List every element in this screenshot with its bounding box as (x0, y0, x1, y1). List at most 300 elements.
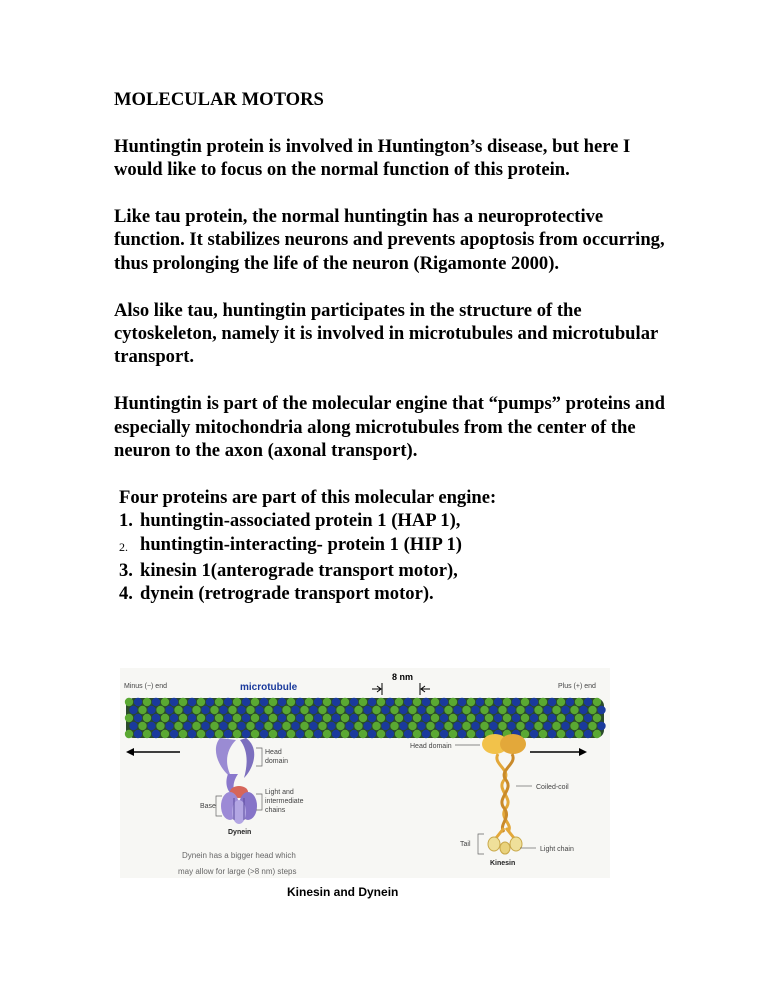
tubulin-bead (426, 722, 434, 730)
tubulin-bead (327, 722, 335, 730)
tubulin-bead (575, 714, 583, 722)
tubulin-bead (453, 706, 461, 714)
tubulin-bead (309, 722, 317, 730)
tubulin-bead (417, 722, 425, 730)
tubulin-bead (246, 722, 254, 730)
tubulin-bead (129, 706, 137, 714)
tubulin-bead (318, 706, 326, 714)
tubulin-bead (467, 714, 475, 722)
tubulin-bead (210, 722, 218, 730)
tubulin-bead (368, 698, 376, 706)
tubulin-bead (219, 722, 227, 730)
tubulin-bead (314, 698, 322, 706)
tubulin-bead (255, 722, 263, 730)
tubulin-bead (422, 698, 430, 706)
tubulin-bead (228, 706, 236, 714)
tubulin-bead (552, 706, 560, 714)
tubulin-bead (413, 730, 421, 738)
tubulin-bead (314, 714, 322, 722)
tubulin-bead (386, 714, 394, 722)
tubulin-bead (593, 730, 601, 738)
tubulin-bead (368, 714, 376, 722)
tubulin-bead (395, 698, 403, 706)
tubulin-bead (467, 698, 475, 706)
tubulin-bead (224, 714, 232, 722)
tubulin-bead (404, 698, 412, 706)
tubulin-bead (152, 730, 160, 738)
tubulin-bead (237, 706, 245, 714)
tubulin-bead (575, 698, 583, 706)
tubulin-bead (242, 730, 250, 738)
list-number: 1. (119, 510, 133, 532)
dynein-head-label-1: Head (265, 749, 282, 756)
tubulin-bead (296, 714, 304, 722)
tubulin-bead (201, 722, 209, 730)
tubulin-bead (489, 722, 497, 730)
tubulin-bead (305, 730, 313, 738)
tubulin-bead (242, 698, 250, 706)
tubulin-bead (566, 730, 574, 738)
tubulin-bead (507, 706, 515, 714)
tubulin-bead (363, 722, 371, 730)
tubulin-bead (534, 722, 542, 730)
tubulin-bead (480, 706, 488, 714)
tubulin-bead (188, 698, 196, 706)
tubulin-bead (183, 722, 191, 730)
tubulin-bead (561, 722, 569, 730)
tubulin-bead (449, 714, 457, 722)
tubulin-bead (570, 706, 578, 714)
tubulin-bead (489, 706, 497, 714)
tubulin-bead (390, 722, 398, 730)
tubulin-bead (476, 714, 484, 722)
paragraph-molecular-engine: Huntingtin is part of the molecular engine that “pumps” proteins and especially mitochondria along microtubules from the center of the neuron to the axon (axonal transport). (114, 393, 665, 462)
tubulin-bead (341, 730, 349, 738)
tubulin-bead (287, 730, 295, 738)
tubulin-bead (350, 714, 358, 722)
tubulin-bead (210, 706, 218, 714)
kinesin-coiled-label: Coiled-coil (536, 784, 569, 791)
tubulin-bead (557, 698, 565, 706)
tubulin-bead (584, 698, 592, 706)
tubulin-bead (345, 722, 353, 730)
tubulin-bead (557, 714, 565, 722)
spacing-label: 8 nm (392, 672, 414, 682)
tubulin-bead (377, 698, 385, 706)
tubulin-bead (534, 706, 542, 714)
list-number: 4. (119, 583, 133, 605)
paragraph-intro: Huntingtin protein is involved in Huntington’s disease, but here I would like to focus on the normal function of this protein. (114, 135, 631, 181)
tubulin-bead (368, 730, 376, 738)
tubulin-bead (575, 730, 583, 738)
tubulin-bead (516, 722, 524, 730)
tubulin-bead (440, 730, 448, 738)
kinesin-light-label: Light chain (540, 846, 574, 853)
tubulin-bead (444, 706, 452, 714)
tubulin-bead (395, 730, 403, 738)
tubulin-bead (471, 722, 479, 730)
tubulin-bead (170, 698, 178, 706)
tubulin-bead (287, 714, 295, 722)
tubulin-bead (431, 698, 439, 706)
tubulin-bead (269, 730, 277, 738)
tubulin-bead (224, 698, 232, 706)
tubulin-bead (503, 698, 511, 706)
tubulin-bead (471, 706, 479, 714)
tubulin-bead (462, 722, 470, 730)
minus-end-label: Minus (−) end (124, 683, 167, 690)
figure-note-line-1: Dynein has a bigger head which (182, 851, 296, 860)
tubulin-bead (147, 706, 155, 714)
kinesin-tail-label: Tail (460, 841, 471, 848)
tubulin-bead (584, 730, 592, 738)
tubulin-bead (152, 698, 160, 706)
tubulin-bead (233, 730, 241, 738)
tubulin-bead (255, 706, 263, 714)
tubulin-bead (413, 714, 421, 722)
page-title: MOLECULAR MOTORS (114, 89, 324, 110)
list-text: huntingtin-interacting- protein 1 (HIP 1) (140, 533, 462, 555)
tubulin-bead (498, 706, 506, 714)
tubulin-bead (543, 722, 551, 730)
tubulin-bead (345, 706, 353, 714)
tubulin-bead (143, 698, 151, 706)
tubulin-bead (134, 698, 142, 706)
tubulin-bead (332, 714, 340, 722)
tubulin-bead (291, 722, 299, 730)
tubulin-bead (435, 722, 443, 730)
tubulin-bead (377, 714, 385, 722)
tubulin-bead (341, 714, 349, 722)
tubulin-bead (336, 706, 344, 714)
tubulin-bead (278, 714, 286, 722)
tubulin-bead (296, 698, 304, 706)
list-text: kinesin 1(anterograde transport motor), (140, 560, 458, 582)
dynein-light-label-1: Light and (265, 789, 294, 796)
tubulin-bead (206, 714, 214, 722)
tubulin-bead (543, 706, 551, 714)
tubulin-bead (242, 714, 250, 722)
tubulin-bead (588, 706, 596, 714)
list-item (119, 559, 674, 582)
microtubule-label: microtubule (240, 682, 298, 693)
tubulin-bead (287, 698, 295, 706)
tubulin-bead (516, 706, 524, 714)
tubulin-bead (476, 730, 484, 738)
tubulin-bead (282, 722, 290, 730)
tubulin-bead (431, 730, 439, 738)
tubulin-bead (327, 706, 335, 714)
tubulin-bead (579, 706, 587, 714)
tubulin-bead (219, 706, 227, 714)
tubulin-bead (413, 698, 421, 706)
tubulin-bead (359, 714, 367, 722)
tubulin-bead (332, 698, 340, 706)
tubulin-bead (354, 722, 362, 730)
list-text: huntingtin-associated protein 1 (HAP 1), (140, 510, 461, 532)
tubulin-bead (170, 730, 178, 738)
tubulin-bead (372, 722, 380, 730)
list-number: 2. (119, 539, 128, 554)
tubulin-bead (264, 706, 272, 714)
tubulin-bead (354, 706, 362, 714)
tubulin-bead (228, 722, 236, 730)
tubulin-bead (174, 706, 182, 714)
tubulin-bead (431, 714, 439, 722)
tubulin-bead (179, 714, 187, 722)
tubulin-bead (386, 730, 394, 738)
tubulin-bead (260, 730, 268, 738)
tubulin-bead (143, 714, 151, 722)
tubulin-bead (192, 722, 200, 730)
tubulin-bead (566, 714, 574, 722)
tubulin-bead (597, 722, 605, 730)
list-text: dynein (retrograde transport motor). (140, 583, 434, 605)
tubulin-bead (552, 722, 560, 730)
tubulin-bead (377, 730, 385, 738)
kinesin-name-label: Kinesin (490, 860, 516, 867)
tubulin-bead (296, 730, 304, 738)
tubulin-bead (557, 730, 565, 738)
tubulin-bead (179, 698, 187, 706)
tubulin-bead (485, 714, 493, 722)
tubulin-bead (408, 722, 416, 730)
tubulin-bead (269, 714, 277, 722)
tubulin-bead (143, 730, 151, 738)
tubulin-bead (305, 698, 313, 706)
tubulin-bead (570, 722, 578, 730)
tubulin-bead (206, 698, 214, 706)
tubulin-bead (197, 730, 205, 738)
tubulin-bead (215, 730, 223, 738)
tubulin-bead (593, 714, 601, 722)
tubulin-bead (323, 714, 331, 722)
list-item (119, 533, 674, 559)
tubulin-bead (507, 722, 515, 730)
tubulin-bead (251, 698, 259, 706)
tubulin-bead (521, 714, 529, 722)
tubulin-bead (192, 706, 200, 714)
tubulin-bead (161, 730, 169, 738)
dynein-light-label-3: chains (265, 807, 286, 814)
tubulin-bead (422, 730, 430, 738)
tubulin-bead (246, 706, 254, 714)
tubulin-bead (170, 714, 178, 722)
figure-note-line-2: may allow for large (>8 nm) steps (178, 867, 297, 876)
tubulin-bead (188, 730, 196, 738)
tubulin-bead (359, 730, 367, 738)
tubulin-bead (561, 706, 569, 714)
tubulin-bead (156, 722, 164, 730)
tubulin-bead (503, 714, 511, 722)
tubulin-bead (260, 698, 268, 706)
tubulin-bead (318, 722, 326, 730)
tubulin-bead (278, 730, 286, 738)
tubulin-bead (134, 730, 142, 738)
tubulin-bead (485, 698, 493, 706)
tubulin-bead (449, 730, 457, 738)
tubulin-bead (359, 698, 367, 706)
tubulin-bead (125, 698, 133, 706)
plus-end-label: Plus (+) end (558, 683, 596, 690)
protein-list (114, 509, 674, 606)
tubulin-bead (341, 698, 349, 706)
tubulin-bead (408, 706, 416, 714)
tubulin-bead (197, 698, 205, 706)
tubulin-bead (399, 722, 407, 730)
tubulin-bead (381, 722, 389, 730)
tubulin-bead (404, 730, 412, 738)
tubulin-bead (530, 698, 538, 706)
tubulin-bead (174, 722, 182, 730)
tubulin-bead (179, 730, 187, 738)
tubulin-bead (525, 706, 533, 714)
tubulin-bead (539, 714, 547, 722)
tubulin-bead (147, 722, 155, 730)
tubulin-bead (273, 722, 281, 730)
kinesin-head-label: Head domain (410, 743, 452, 750)
tubulin-bead (300, 722, 308, 730)
tubulin-bead (458, 714, 466, 722)
tubulin-bead (530, 730, 538, 738)
tubulin-bead (386, 698, 394, 706)
tubulin-bead (494, 714, 502, 722)
tubulin-bead (233, 714, 241, 722)
tubulin-bead (458, 730, 466, 738)
tubulin-bead (300, 706, 308, 714)
tubulin-bead (309, 706, 317, 714)
tubulin-bead (350, 698, 358, 706)
tubulin-bead (548, 730, 556, 738)
tubulin-bead (323, 730, 331, 738)
tubulin-bead (597, 706, 605, 714)
tubulin-bead (453, 722, 461, 730)
list-item (119, 582, 674, 605)
tubulin-bead (548, 698, 556, 706)
tubulin-bead (183, 706, 191, 714)
tubulin-bead (305, 714, 313, 722)
tubulin-bead (278, 698, 286, 706)
tubulin-bead (188, 714, 196, 722)
tubulin-bead (206, 730, 214, 738)
tubulin-bead (350, 730, 358, 738)
tubulin-bead (476, 698, 484, 706)
tubulin-bead (449, 698, 457, 706)
dynein-head-label-2: domain (265, 758, 288, 765)
tubulin-bead (273, 706, 281, 714)
tubulin-bead (260, 714, 268, 722)
dynein-name-label: Dynein (228, 829, 252, 836)
list-intro: Four proteins are part of this molecular engine: (119, 486, 497, 508)
tubulin-bead (215, 698, 223, 706)
tubulin-bead (426, 706, 434, 714)
tubulin-bead (129, 722, 137, 730)
list-number: 3. (119, 560, 133, 582)
tubulin-bead (593, 698, 601, 706)
tubulin-bead (521, 698, 529, 706)
tubulin-bead (332, 730, 340, 738)
tubulin-bead (152, 714, 160, 722)
paragraph-cytoskeleton: Also like tau, huntingtin participates in the structure of the cytoskeleton, namely it is involved in microtubules and microtubular transport. (114, 299, 658, 368)
tubulin-bead (156, 706, 164, 714)
tubulin-bead (237, 722, 245, 730)
tubulin-bead (363, 706, 371, 714)
tubulin-bead (138, 706, 146, 714)
tubulin-bead (395, 714, 403, 722)
tubulin-bead (480, 722, 488, 730)
tubulin-bead (422, 714, 430, 722)
tubulin-bead (161, 714, 169, 722)
tubulin-bead (512, 714, 520, 722)
kinesin-dynein-figure (120, 668, 610, 878)
tubulin-bead (372, 706, 380, 714)
tubulin-bead (539, 730, 547, 738)
tubulin-bead (458, 698, 466, 706)
tubulin-bead (381, 706, 389, 714)
tubulin-bead (512, 698, 520, 706)
tubulin-bead (215, 714, 223, 722)
tubulin-bead (435, 706, 443, 714)
tubulin-bead (291, 706, 299, 714)
tubulin-bead (336, 722, 344, 730)
tubulin-bead (125, 730, 133, 738)
list-item (119, 509, 674, 532)
tubulin-bead (404, 714, 412, 722)
tubulin-bead (269, 698, 277, 706)
tubulin-bead (525, 722, 533, 730)
tubulin-bead (417, 706, 425, 714)
tubulin-bead (201, 706, 209, 714)
tubulin-bead (161, 698, 169, 706)
tubulin-bead (467, 730, 475, 738)
paragraph-neuroprotective: Like tau protein, the normal huntingtin has a neuroprotective function. It stabilizes neurons and prevents apoptosis from occurring, thus prolonging the life of the neuron (Rigamonte 2000). (114, 206, 665, 274)
document-body (114, 88, 674, 606)
tubulin-bead (498, 722, 506, 730)
tubulin-bead (251, 730, 259, 738)
tubulin-bead (390, 706, 398, 714)
figure-caption: Kinesin and Dynein (287, 885, 399, 899)
tubulin-bead (399, 706, 407, 714)
tubulin-bead (440, 714, 448, 722)
tubulin-bead (314, 730, 322, 738)
tubulin-bead (462, 706, 470, 714)
tubulin-bead (251, 714, 259, 722)
tubulin-bead (494, 698, 502, 706)
tubulin-bead (440, 698, 448, 706)
dynein-base-label: Base (200, 803, 216, 810)
tubulin-bead (548, 714, 556, 722)
tubulin-bead (224, 730, 232, 738)
tubulin-bead (588, 722, 596, 730)
tubulin-bead (125, 714, 133, 722)
tubulin-bead (444, 722, 452, 730)
tubulin-bead (539, 698, 547, 706)
tubulin-bead (530, 714, 538, 722)
tubulin-bead (323, 698, 331, 706)
tubulin-bead (233, 698, 241, 706)
tubulin-bead (264, 722, 272, 730)
tubulin-bead (138, 722, 146, 730)
tubulin-bead (584, 714, 592, 722)
tubulin-bead (165, 706, 173, 714)
tubulin-bead (566, 698, 574, 706)
tubulin-bead (579, 722, 587, 730)
tubulin-bead (282, 706, 290, 714)
dynein-light-label-2: intermediate (265, 798, 304, 805)
tubulin-bead (197, 714, 205, 722)
tubulin-bead (165, 722, 173, 730)
microtubule-lattice (125, 698, 606, 738)
